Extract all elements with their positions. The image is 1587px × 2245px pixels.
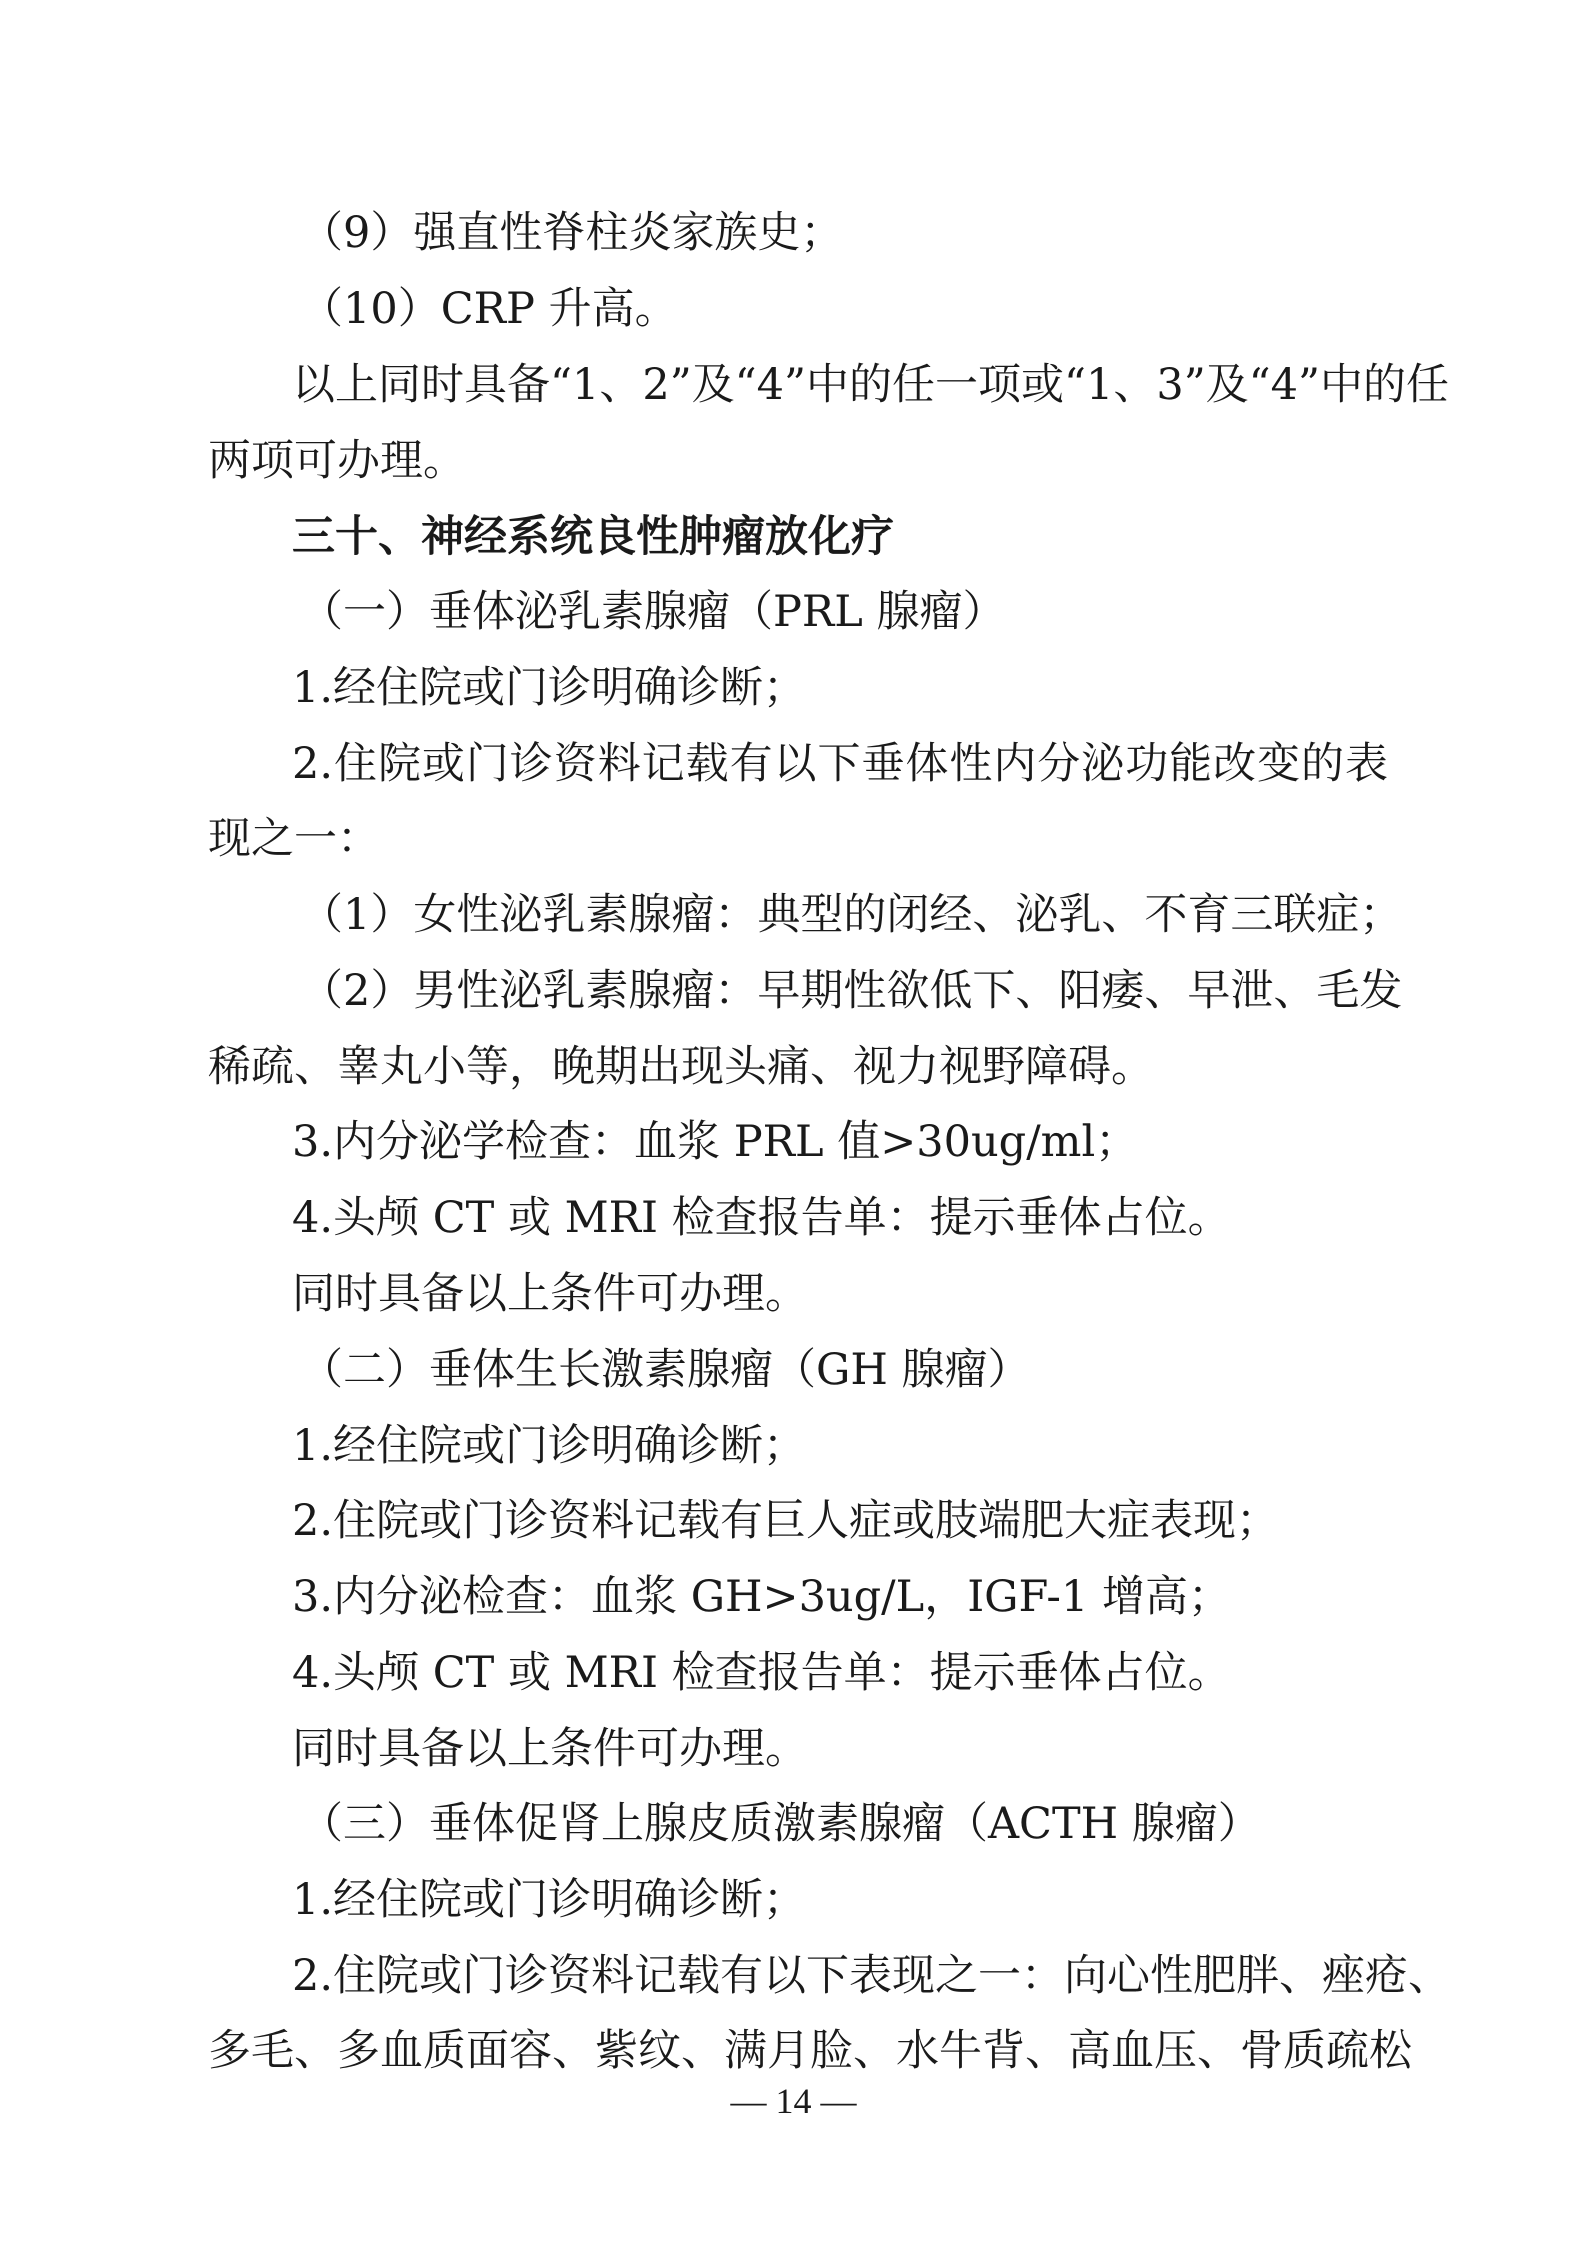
text-line-conditions: 以上同时具备“1、2”及“4”中的任一项或“1、3”及“4”中的任 xyxy=(292,360,1450,410)
text-line-gh-1: 1.经住院或门诊明确诊断； xyxy=(292,1421,807,1471)
text-line-prl-2: 2.住院或门诊资料记载有以下垂体性内分泌功能改变的表 xyxy=(292,739,1388,789)
subheading-prl-adenoma: （一）垂体泌乳素腺瘤（PRL 腺瘤） xyxy=(300,587,1006,637)
page-number: — 14 — xyxy=(730,2081,857,2121)
text-line-prl-4: 4.头颅 CT 或 MRI 检查报告单：提示垂体占位。 xyxy=(292,1193,1231,1243)
text-line-gh-2: 2.住院或门诊资料记载有巨人症或肢端肥大症表现； xyxy=(292,1496,1280,1546)
text-line-acth-1: 1.经住院或门诊明确诊断； xyxy=(292,1875,807,1925)
subheading-acth-adenoma: （三）垂体促肾上腺皮质激素腺瘤（ACTH 腺瘤） xyxy=(300,1799,1261,1849)
text-line-acth-2-cont: 多毛、多血质面容、紫纹、满月脸、水牛背、高血压、骨质疏松 xyxy=(208,2026,1412,2076)
text-line-family-history: （9）强直性脊柱炎家族史； xyxy=(300,208,844,258)
subheading-gh-adenoma: （二）垂体生长激素腺瘤（GH 腺瘤） xyxy=(300,1345,1031,1395)
text-line-prl-1: 1.经住院或门诊明确诊断； xyxy=(292,663,807,713)
text-line-prl-2-cont: 现之一： xyxy=(208,814,380,864)
text-line-gh-4: 4.头颅 CT 或 MRI 检查报告单：提示垂体占位。 xyxy=(292,1648,1231,1698)
text-line-conditions-cont: 两项可办理。 xyxy=(208,436,466,486)
text-line-acth-2: 2.住院或门诊资料记载有以下表现之一：向心性肥胖、痤疮、 xyxy=(292,1951,1452,2001)
text-line-prl-3: 3.内分泌学检查：血浆 PRL 值>30ug/ml； xyxy=(292,1117,1139,1167)
text-line-prl-female: （1）女性泌乳素腺瘤：典型的闭经、泌乳、不育三联症； xyxy=(300,890,1403,940)
text-line-prl-male: （2）男性泌乳素腺瘤：早期性欲低下、阳痿、早泄、毛发 xyxy=(300,966,1403,1016)
text-line-crp: （10）CRP 升高。 xyxy=(300,284,678,334)
section-heading-30: 三十、神经系统良性肿瘤放化疗 xyxy=(292,512,894,562)
text-line-gh-conclusion: 同时具备以上条件可办理。 xyxy=(292,1724,808,1774)
text-line-prl-conclusion: 同时具备以上条件可办理。 xyxy=(292,1269,808,1319)
text-line-prl-male-cont: 稀疏、睾丸小等，晚期出现头痛、视力视野障碍。 xyxy=(208,1042,1154,1092)
text-line-gh-3: 3.内分泌检查：血浆 GH>3ug/L，IGF-1 增高； xyxy=(292,1572,1231,1622)
